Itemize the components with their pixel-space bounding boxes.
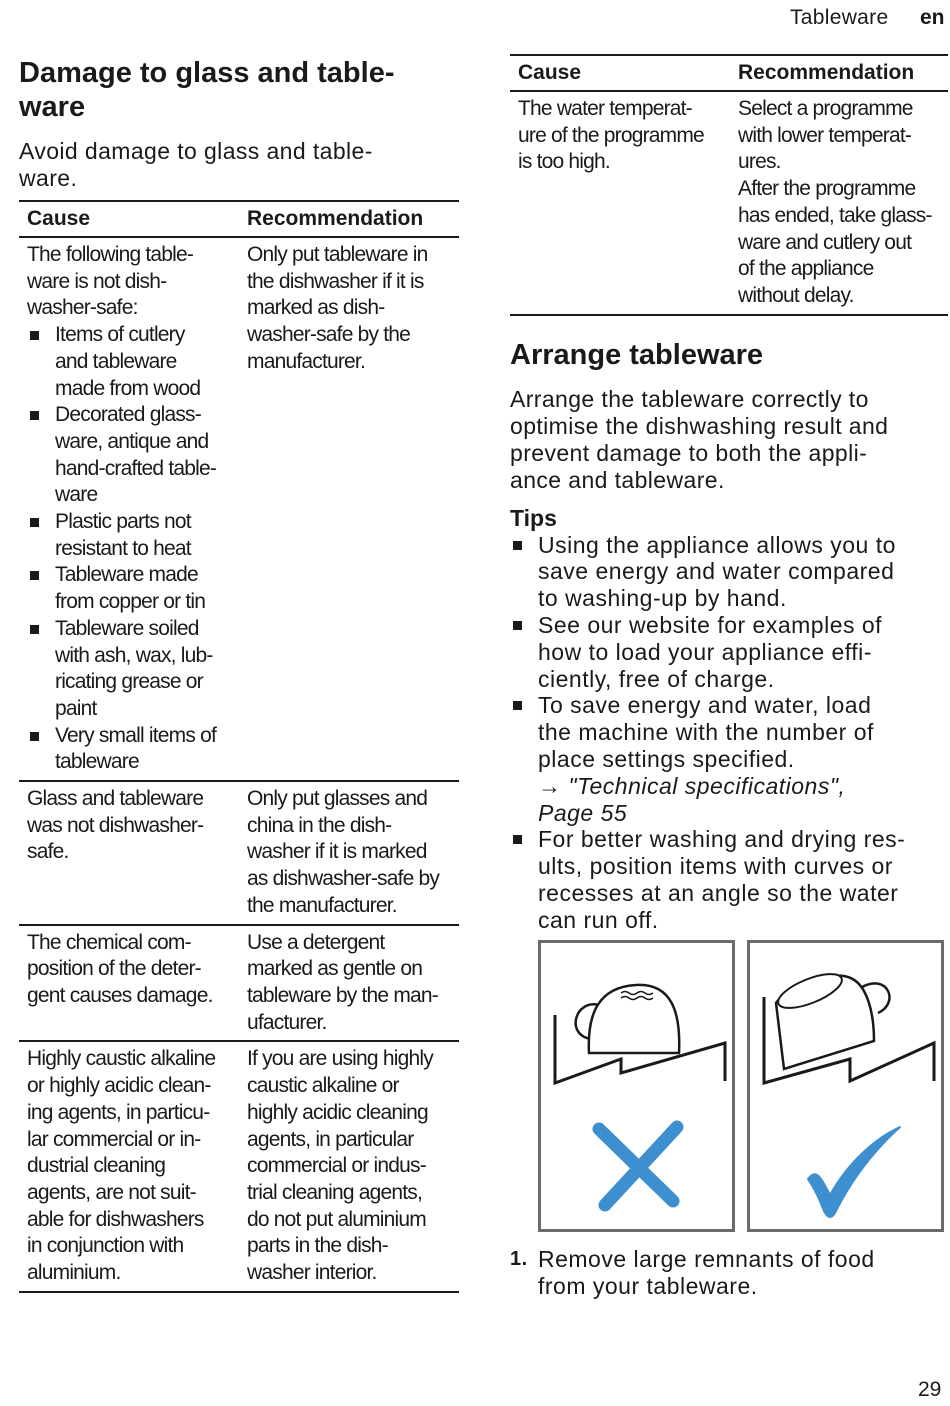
temperature-table (510, 54, 948, 316)
table-cell-cause: The water temperat- ure of the programme is too high. (510, 91, 730, 315)
lead-paragraph-arrange: Arrange the tableware correctly to optimise the dishwashing result and prevent damage to both the appli- ance and tableware. (510, 385, 889, 493)
cross-icon (599, 1127, 677, 1205)
section-title-arrange: Arrange tableware (510, 338, 764, 371)
list-item: Tableware made from copper or tin (27, 562, 233, 615)
list-item: Decorated glass- ware, antique and hand-crafted table- ware (27, 402, 233, 509)
step-text: Remove large remnants of food from your tableware. (538, 1246, 875, 1299)
list-item (510, 1246, 948, 1300)
section-title-damage: Damage to glass and table- ware (19, 57, 395, 123)
list-item (510, 532, 948, 612)
tip-text: See our website for examples of how to load your appliance effi- ciently, free of charge. (538, 612, 883, 692)
table-row (19, 925, 459, 1042)
list-item (510, 692, 948, 826)
table-row (19, 1041, 459, 1291)
upright-cup-illustration (541, 943, 732, 1229)
table-header-cause: Cause (19, 201, 239, 237)
checkmark-icon (808, 1127, 900, 1217)
damage-table (19, 200, 459, 1293)
tilted-cup-illustration (750, 943, 941, 1229)
table-cell-recommendation: Select a programme with lower temperat- ures. After the programme has ended, take glass- ware and cutlery out of the appliance without delay. (730, 91, 948, 315)
cause-text: The following table- ware is not dish- washer-safe: (27, 243, 194, 320)
step-number: 1. (510, 1248, 528, 1270)
left-column (19, 56, 459, 1293)
table-cell-cause: Glass and tableware was not dishwasher- safe. (19, 781, 239, 925)
technical-specifications-link[interactable]: → "Technical specifications", Page 55 (538, 772, 846, 826)
tip-text: To save energy and water, load the machine with the number of place settings specified. (538, 692, 874, 772)
list-item: Items of cutlery and tableware made from wood (27, 322, 233, 402)
list-item: Plastic parts not resistant to heat (27, 509, 233, 562)
tip-text: Using the appliance allows you to save energy and water compared to washing-up by hand. (538, 531, 896, 612)
table-row (510, 91, 948, 315)
loading-illustrations (538, 940, 948, 1236)
list-item: Very small items of tableware (27, 723, 233, 776)
table-cell-cause: Highly caustic alkaline or highly acidic clean- ing agents, in particu- lar commercial or in- dustrial cleaning agents, are not suit- able for dishwashers in conjunction with aluminium. (19, 1041, 239, 1291)
tip-text: For better washing and drying res- ults, position items with curves or recesses at an angle so the water can run off. (538, 826, 906, 933)
list-item (510, 612, 948, 692)
table-cell-recommendation: Only put glasses and china in the dish- washer if it is marked as dishwasher-safe by the manufacturer. (239, 781, 459, 925)
table-cell-cause (19, 237, 239, 781)
correct-placement-figure (747, 940, 944, 1232)
table-cell-recommendation: Only put tableware in the dishwasher if it is marked as dish- washer-safe by the manufacturer. (239, 237, 459, 781)
table-cell-recommendation: If you are using highly caustic alkaline or highly acidic cleaning agents, in particular commercial or indus- trial cleaning agents, do not put aluminium parts in the dish- washer interior. (239, 1041, 459, 1291)
table-cell-cause: The chemical com- position of the deter- gent causes damage. (19, 925, 239, 1042)
lead-paragraph-damage: Avoid damage to glass and table- ware. (19, 138, 373, 191)
header-language-code: en (920, 6, 945, 29)
tips-list (510, 532, 948, 934)
table-header-row (510, 55, 948, 91)
table-header-recommendation: Recommendation (239, 201, 459, 237)
header-section-title: Tableware (790, 6, 889, 29)
table-header-row (19, 201, 459, 237)
list-item (510, 826, 948, 933)
page-number: 29 (918, 1378, 942, 1401)
table-cell-recommendation: Use a detergent marked as gentle on tableware by the man- ufacturer. (239, 925, 459, 1042)
table-header-cause: Cause (510, 55, 730, 91)
table-row (19, 781, 459, 925)
tips-heading: Tips (510, 504, 557, 531)
cause-bullet-list (27, 322, 233, 776)
instruction-steps (510, 1246, 948, 1300)
wrong-placement-figure (538, 940, 735, 1232)
list-item: Tableware soiled with ash, wax, lub- ricating grease or paint (27, 616, 233, 723)
table-header-recommendation: Recommendation (730, 55, 948, 91)
right-column (510, 54, 948, 934)
table-row (19, 237, 459, 781)
